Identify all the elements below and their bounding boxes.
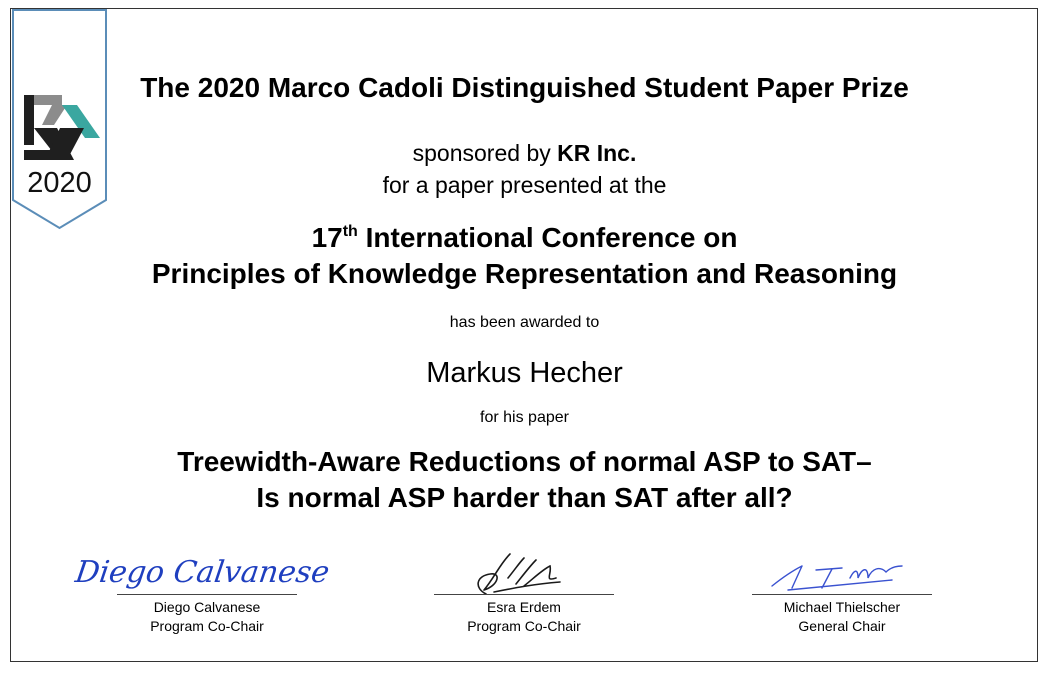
paper-title-line-1: Treewidth-Aware Reductions of normal ASP to SAT–: [177, 446, 872, 477]
awarded-line: has been awarded to: [449, 314, 600, 331]
signature-line: [752, 594, 932, 595]
conference-name-part: International Conference on: [357, 222, 738, 253]
signature-calvanese-text: Diego Calvanese: [73, 555, 332, 590]
sponsor-name: KR Inc.: [557, 140, 637, 166]
signature-block-erdem: [424, 548, 624, 648]
signatory-role: Program Co-Chair: [150, 618, 264, 634]
signatory-name: Esra Erdem: [487, 599, 561, 615]
signature-block-thielscher: [742, 548, 942, 648]
conference-ordinal: 17: [311, 222, 343, 253]
paper-title-line-2: Is normal ASP harder than SAT after all?: [256, 482, 793, 513]
signatory-name: Michael Thielscher: [783, 599, 901, 615]
conference-line-2: Principles of Knowledge Representation and Reasoning: [151, 258, 898, 289]
for-paper-line: for his paper: [480, 409, 569, 426]
signatory-role: Program Co-Chair: [467, 618, 581, 634]
signatory-role: General Chair: [798, 618, 886, 634]
sponsor-line: [0, 140, 1049, 167]
conference-line-1: [0, 222, 1049, 254]
signatory-name: Diego Calvanese: [153, 599, 261, 615]
award-title: The 2020 Marco Cadoli Distinguished Student Paper Prize: [140, 72, 909, 103]
presented-line: for a paper presented at the: [382, 172, 667, 198]
signature-line: [434, 594, 614, 595]
badge-year: 2020: [27, 167, 92, 199]
signature-block-calvanese: [73, 548, 332, 648]
sponsored-prefix: sponsored by: [412, 140, 558, 166]
conference-ordinal-suffix: th: [342, 223, 358, 240]
recipient-name: Markus Hecher: [426, 357, 623, 389]
signature-thielscher: [742, 548, 942, 598]
signature-line: [117, 594, 297, 595]
signature-calvanese: [73, 548, 332, 598]
